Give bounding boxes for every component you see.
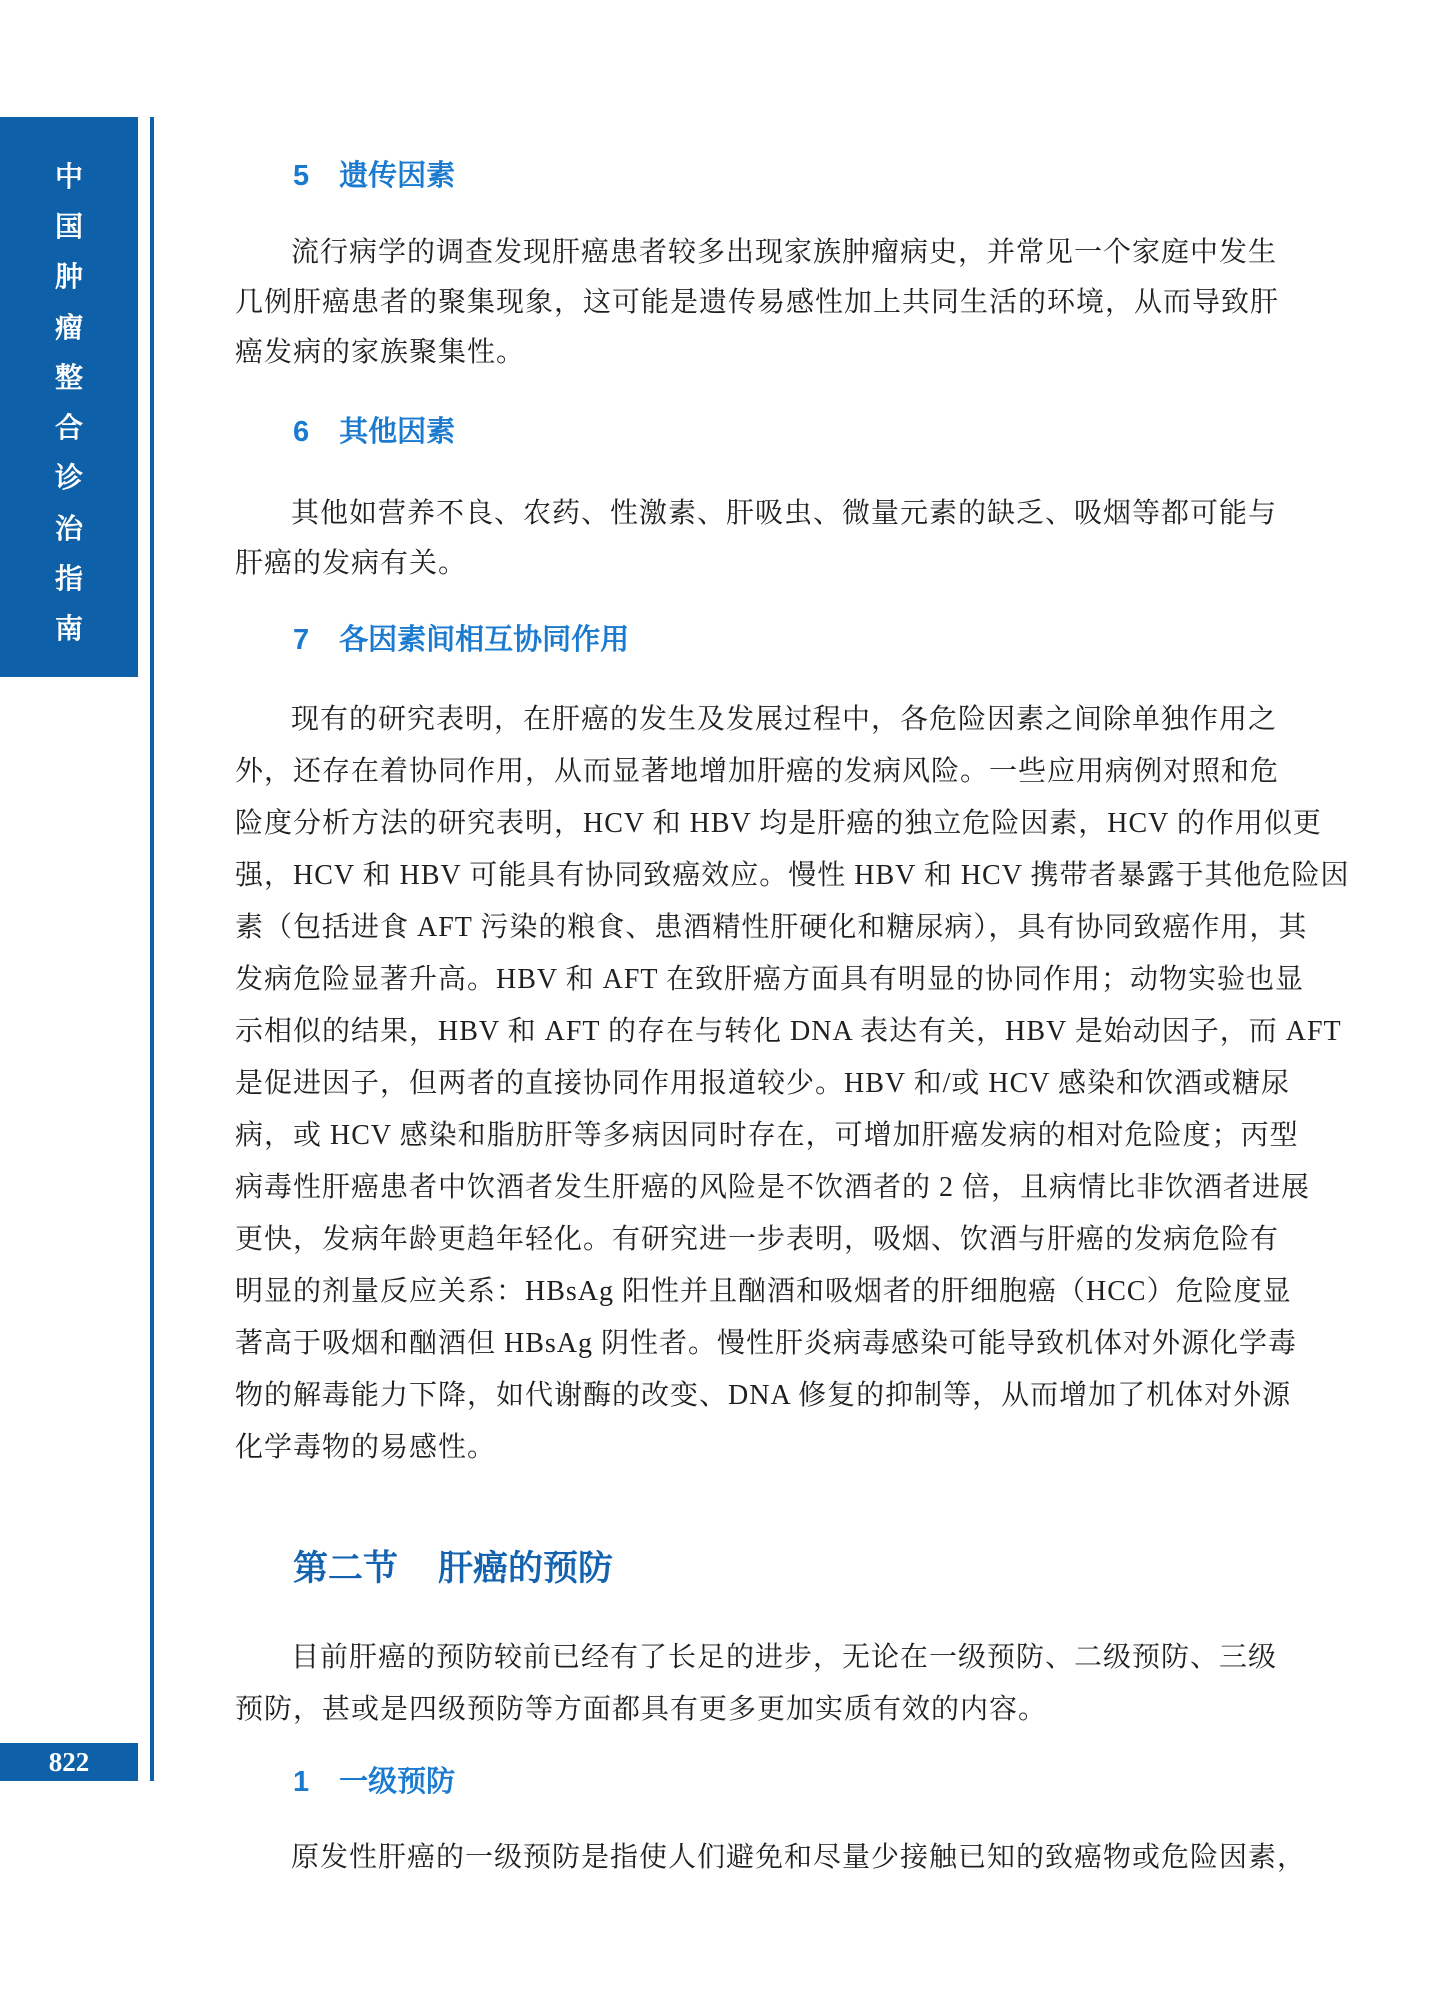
sidebar-book-title-tab (0, 117, 138, 677)
text-line: 肝癌的发病有关。 (235, 548, 468, 579)
paragraph-genetic-factors (235, 228, 1280, 378)
book-title-character: 肿 (54, 261, 83, 293)
paragraph-prevention-intro (235, 1632, 1278, 1736)
heading-5-genetic-factors (235, 156, 1265, 196)
heading-number: 1 (293, 1766, 310, 1798)
book-title-character: 合 (54, 412, 83, 444)
heading-7-synergistic-factors (235, 620, 1265, 660)
paragraph-primary-prevention (235, 1832, 1307, 1884)
text-line: 发病危险显著升高。HBV 和 AFT 在致肝癌方面具有明显的协同作用；动物实验也显 (235, 964, 1305, 995)
text-line: 明显的剂量反应关系：HBsAg 阳性并且酗酒和吸烟者的肝细胞癌（HCC）危险度显 (235, 1276, 1292, 1307)
section-label: 第二节 (293, 1549, 399, 1588)
text-line: 著高于吸烟和酗酒但 HBsAg 阴性者。慢性肝炎病毒感染可能导致机体对外源化学毒 (235, 1328, 1298, 1359)
heading-label: 遗传因素 (339, 160, 456, 192)
text-line: 险度分析方法的研究表明，HCV 和 HBV 均是肝癌的独立危险因素，HCV 的作用似更 (235, 808, 1322, 839)
text-line: 更快，发病年龄更趋年轻化。有研究进一步表明，吸烟、饮酒与肝癌的发病危险有 (235, 1224, 1280, 1255)
heading-number: 6 (293, 416, 310, 448)
heading-label: 一级预防 (339, 1766, 456, 1798)
text-line: 物的解毒能力下降，如代谢酶的改变、DNA 修复的抑制等，从而增加了机体对外源 (235, 1380, 1292, 1411)
text-line: 素（包括进食 AFT 污染的粮食、患酒精性肝硬化和糖尿病），具有协同致癌作用，其 (235, 912, 1308, 943)
section-2-title (235, 1546, 1265, 1592)
paragraph-other-factors (235, 489, 1278, 589)
text-line: 强，HCV 和 HBV 可能具有协同致癌效应。慢性 HBV 和 HCV 携带者暴露于其他危险因 (235, 860, 1350, 891)
text-line: 癌发病的家族聚集性。 (235, 337, 526, 368)
text-line: 预防，甚或是四级预防等方面都具有更多更加实质有效的内容。 (235, 1694, 1048, 1725)
heading-label: 其他因素 (339, 416, 456, 448)
vertical-rule (150, 117, 154, 1781)
book-title-character: 中 (54, 161, 83, 192)
page-number-badge (0, 1743, 138, 1781)
text-line: 化学毒物的易感性。 (235, 1432, 497, 1463)
text-line: 示相似的结果，HBV 和 AFT 的存在与转化 DNA 表达有关，HBV 是始动因子，而 AFT (235, 1016, 1342, 1047)
text-line: 原发性肝癌的一级预防是指使人们避免和尽量少接触已知的致癌物或危险因素， (291, 1842, 1307, 1873)
book-title-character: 治 (54, 512, 83, 544)
book-title-character: 国 (54, 211, 83, 243)
book-title-character: 瘤 (54, 311, 83, 343)
text-line: 其他如营养不良、农药、性激素、肝吸虫、微量元素的缺乏、吸烟等都可能与 (291, 498, 1278, 529)
heading-label: 各因素间相互协同作用 (339, 624, 630, 656)
text-line: 目前肝癌的预防较前已经有了长足的进步，无论在一级预防、二级预防、三级 (291, 1642, 1278, 1673)
heading-6-other-factors (235, 412, 1265, 452)
text-line: 现有的研究表明，在肝癌的发生及发展过程中，各危险因素之间除单独作用之 (291, 704, 1278, 735)
page-number: 822 (48, 1746, 90, 1777)
book-title-character: 南 (54, 612, 83, 644)
book-title-character: 指 (54, 562, 83, 594)
text-line: 是促进因子，但两者的直接协同作用报道较少。HBV 和/或 HCV 感染和饮酒或糖尿 (235, 1068, 1291, 1099)
text-line: 病，或 HCV 感染和脂肪肝等多病因同时存在，可增加肝癌发病的相对危险度；丙型 (235, 1120, 1299, 1151)
heading-number: 7 (293, 624, 310, 656)
text-line: 几例肝癌患者的聚集现象，这可能是遗传易感性加上共同生活的环境，从而导致肝 (235, 287, 1280, 318)
book-title-character: 整 (54, 361, 83, 393)
text-line: 外，还存在着协同作用，从而显著地增加肝癌的发病风险。一些应用病例对照和危 (235, 756, 1280, 787)
text-line: 病毒性肝癌患者中饮酒者发生肝癌的风险是不饮酒者的 2 倍，且病情比非饮酒者进展 (235, 1172, 1311, 1203)
heading-number: 5 (293, 160, 310, 192)
paragraph-synergy (235, 694, 1350, 1474)
book-title-character: 诊 (54, 462, 83, 494)
text-line: 流行病学的调查发现肝癌患者较多出现家族肿瘤病史，并常见一个家庭中发生 (291, 237, 1278, 268)
heading-1-primary-prevention (235, 1762, 1265, 1802)
section-title-text: 肝癌的预防 (438, 1549, 614, 1588)
